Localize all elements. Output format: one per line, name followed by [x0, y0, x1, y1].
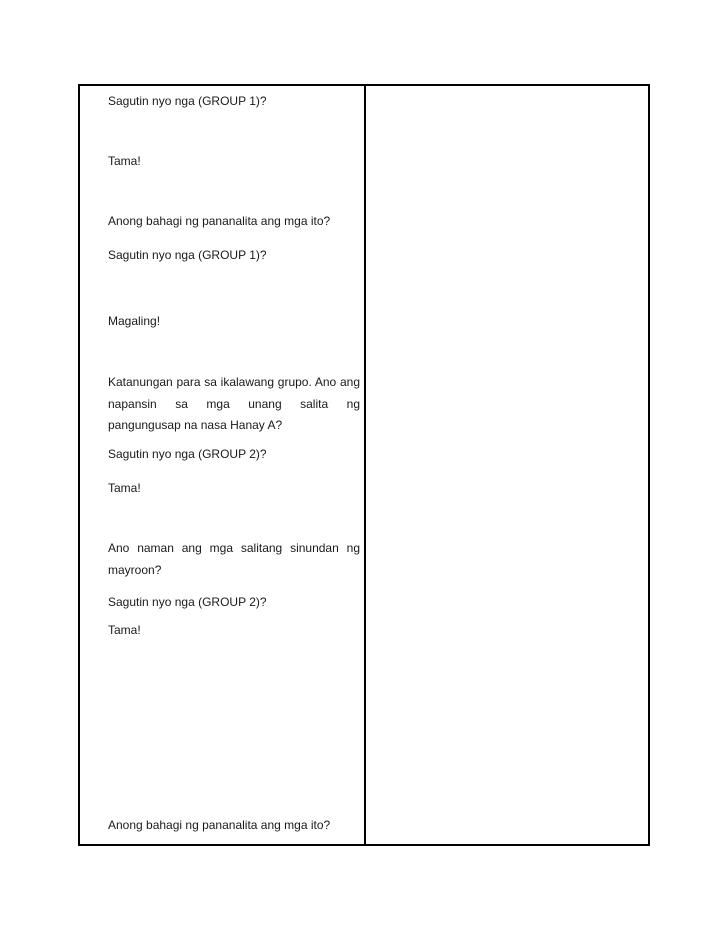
teacher-activity-column [80, 86, 366, 844]
question-group2-observation: Katanungan para sa ikalawang grupo. Ano ang napansin sa mga unang salita ng pangungusap na nasa Hanay A? [108, 375, 360, 432]
question-part-of-speech-b: Anong bahagi ng pananalita ang mga ito? [108, 818, 331, 832]
question-part-of-speech-a: Anong bahagi ng pananalita ang mga ito? [108, 214, 331, 228]
response-correct-b: Tama! [108, 481, 141, 495]
response-correct-c: Tama! [108, 623, 141, 637]
response-excellent: Magaling! [108, 314, 161, 328]
prompt-group2-b: Sagutin nyo nga (GROUP 2)? [108, 595, 267, 609]
question-mayroon-words: Ano naman ang mga salitang sinundan ng mayroon? [108, 541, 360, 577]
prompt-group2-a: Sagutin nyo nga (GROUP 2)? [108, 447, 267, 461]
response-correct-a: Tama! [108, 154, 141, 168]
prompt-group1-b: Sagutin nyo nga (GROUP 1)? [108, 248, 267, 262]
lesson-table [78, 84, 650, 846]
prompt-group1-a: Sagutin nyo nga (GROUP 1)? [108, 94, 267, 108]
student-activity-column [366, 86, 648, 844]
